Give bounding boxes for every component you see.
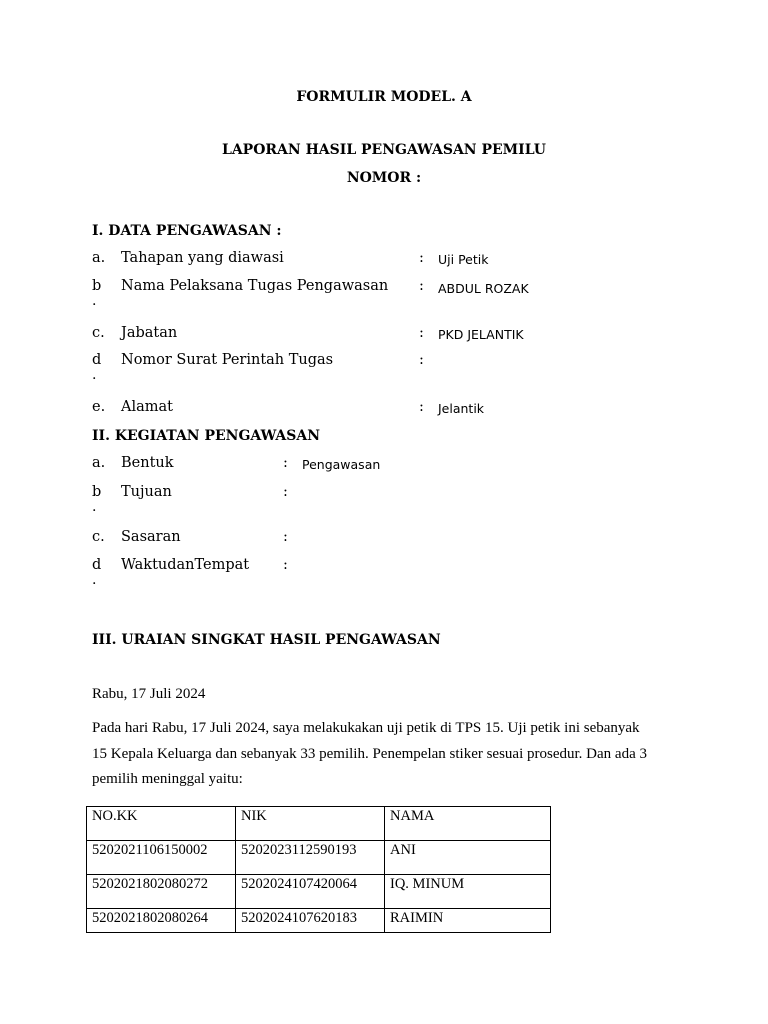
table-cell: 5202024107620183 <box>236 909 385 933</box>
table-row <box>87 875 551 909</box>
row-colon: : <box>419 352 424 368</box>
row-marker: e. <box>92 399 106 415</box>
table-row <box>87 909 551 933</box>
row-colon: : <box>419 399 424 415</box>
row-label: Nama Pelaksana Tugas Pengawasan <box>121 278 389 294</box>
table-cell: 5202024107420064 <box>236 875 385 909</box>
row-colon: : <box>419 325 424 341</box>
row-value: Jelantik <box>438 401 485 416</box>
table-cell: ANI <box>385 841 551 875</box>
row-colon: : <box>283 484 288 500</box>
section1-heading: I. DATA PENGAWASAN : <box>92 223 282 239</box>
row-label: Jabatan <box>121 325 178 341</box>
row-marker: b <box>92 278 102 294</box>
row-label: WaktudanTempat <box>121 557 250 573</box>
row-label: Sasaran <box>121 529 181 545</box>
row-marker: a. <box>92 250 106 266</box>
form-title: FORMULIR MODEL. A <box>296 89 472 105</box>
row-marker-dot: . <box>92 572 97 588</box>
paragraph-line: pemilih meninggal yaitu: <box>92 771 243 787</box>
number-label: NOMOR : <box>346 170 422 186</box>
report-title: LAPORAN HASIL PENGAWASAN PEMILU <box>221 142 547 158</box>
date-line: Rabu, 17 Juli 2024 <box>92 686 206 702</box>
row-value: Pengawasan <box>302 457 381 472</box>
table-cell: IQ. MINUM <box>385 875 551 909</box>
table-header-row <box>87 807 551 841</box>
row-colon: : <box>283 455 288 471</box>
row-colon: : <box>283 557 288 573</box>
row-marker: d <box>92 557 102 573</box>
row-marker-dot: . <box>92 367 97 383</box>
row-value: ABDUL ROZAK <box>438 281 529 296</box>
row-label: Alamat <box>121 399 173 415</box>
row-label: Nomor Surat Perintah Tugas <box>121 352 334 368</box>
row-colon: : <box>283 529 288 545</box>
row-marker: d <box>92 352 102 368</box>
table-row <box>87 841 551 875</box>
row-colon: : <box>419 278 424 294</box>
table-cell: 5202021802080264 <box>87 909 236 933</box>
row-marker: c. <box>92 325 105 341</box>
table-header-cell: NIK <box>236 807 385 841</box>
section3-heading: III. URAIAN SINGKAT HASIL PENGAWASAN <box>92 632 441 648</box>
row-marker: b <box>92 484 102 500</box>
table-cell: 5202021802080272 <box>87 875 236 909</box>
paragraph-line: Pada hari Rabu, 17 Juli 2024, saya melakukakan uji petik di TPS 15. Uji petik ini sebanyak <box>92 720 640 736</box>
paragraph-line: 15 Kepala Keluarga dan sebanyak 33 pemilih. Penempelan stiker sesuai prosedur. Dan ada 3 <box>92 746 647 762</box>
row-label: Bentuk <box>121 455 174 471</box>
row-marker: a. <box>92 455 106 471</box>
table-header-cell: NO.KK <box>87 807 236 841</box>
row-marker: c. <box>92 529 105 545</box>
table-cell: 5202021106150002 <box>87 841 236 875</box>
deceased-voters-table <box>86 806 551 933</box>
row-value: PKD JELANTIK <box>438 327 524 342</box>
row-marker-dot: . <box>92 293 97 309</box>
table-header-cell: NAMA <box>385 807 551 841</box>
row-marker-dot: . <box>92 499 97 515</box>
table-cell: 5202023112590193 <box>236 841 385 875</box>
row-label: Tahapan yang diawasi <box>121 250 284 266</box>
table-cell: RAIMIN <box>385 909 551 933</box>
row-value: Uji Petik <box>438 252 489 267</box>
section2-heading: II. KEGIATAN PENGAWASAN <box>92 428 321 444</box>
row-label: Tujuan <box>121 484 172 500</box>
row-colon: : <box>419 250 424 266</box>
